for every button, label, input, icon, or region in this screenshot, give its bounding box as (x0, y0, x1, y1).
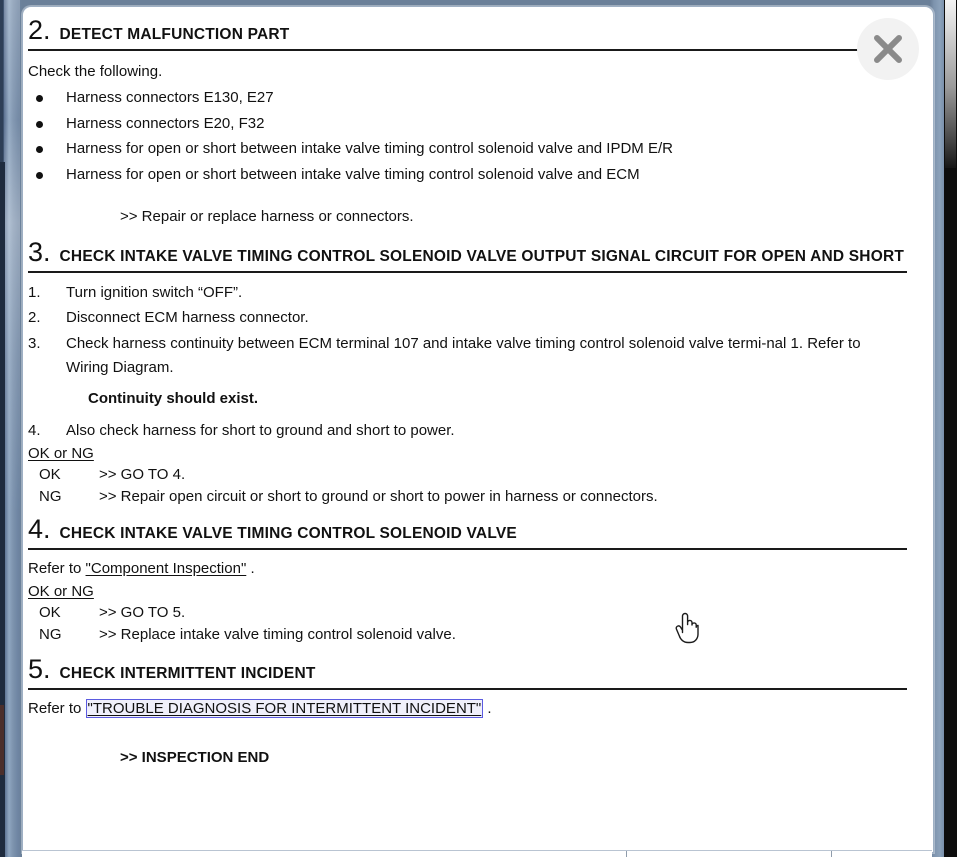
okng-text: OK or NG (28, 582, 94, 600)
step-2-number: 2. (28, 15, 51, 45)
step-3-okng-label (23, 445, 919, 462)
step-3-divider (28, 271, 907, 273)
step-5-divider (28, 688, 907, 690)
step-4-heading (23, 516, 919, 543)
result-value: >> Repair open circuit or short to ground or short to power in harness or connectors. (99, 488, 658, 506)
step-4-divider (28, 548, 907, 550)
step-section-5 (23, 653, 919, 771)
list-item-text: Disconnect ECM harness connector. (66, 309, 309, 327)
step-5-title: CHECK INTERMITTENT INCIDENT (59, 664, 316, 682)
list-item (28, 332, 907, 381)
step-section-3 (23, 236, 919, 508)
okng-text: OK or NG (28, 445, 94, 463)
trouble-diagnosis-link[interactable]: "TROUBLE DIAGNOSIS FOR INTERMITTENT INCIDENT" (87, 699, 482, 717)
step-5-action: >> INSPECTION END (120, 749, 270, 767)
list-item-number: 4. (28, 422, 41, 440)
step-3-title: CHECK INTAKE VALVE TIMING CONTROL SOLENOID VALVE OUTPUT SIGNAL CIRCUIT FOR OPEN AND SHORT (59, 247, 905, 265)
vertical-scrollbar[interactable] (944, 0, 957, 857)
step-3-number: 3. (28, 236, 51, 267)
list-item (28, 306, 907, 330)
list-item (28, 419, 907, 443)
refer-prefix: Refer to (28, 699, 86, 717)
component-inspection-link[interactable]: "Component Inspection" (85, 560, 247, 578)
step-3-numbered-list-tail (23, 419, 919, 443)
step-4-okng-label (23, 583, 919, 600)
step-section-4 (23, 516, 919, 645)
step-5-number: 5. (28, 653, 51, 684)
list-item-text: Turn ignition switch “OFF”. (66, 283, 243, 301)
backdrop-left-accent-strip (0, 705, 4, 775)
step-4-number: 4. (28, 514, 51, 545)
list-item (28, 281, 907, 305)
service-procedure-content (23, 17, 933, 770)
step-2-action: >> Repair or replace harness or connectors. (120, 207, 414, 225)
step-4-result-ok (23, 602, 919, 624)
step-3-result-ok (23, 464, 919, 486)
list-item: Harness for open or short between intake valve timing control solenoid valve and IPDM E/R (28, 136, 907, 162)
bottom-toolbar-cell[interactable] (627, 851, 832, 857)
result-key: NG (39, 488, 62, 506)
result-value: >> Replace intake valve timing control solenoid valve. (99, 625, 456, 643)
step-4-result-ng (23, 624, 919, 646)
step-2-title: DETECT MALFUNCTION PART (59, 26, 290, 43)
step-2-bullet-list (23, 85, 919, 188)
list-item-number: 1. (28, 283, 41, 301)
step-3-heading (23, 236, 919, 267)
close-x-icon (857, 18, 919, 80)
step-2-intro: Check the following. (28, 63, 163, 80)
close-button[interactable] (857, 18, 919, 80)
step-3-numbered-list (23, 281, 919, 380)
refer-prefix: Refer to (28, 560, 86, 578)
list-item: Harness connectors E130, E27 (28, 85, 907, 111)
step-5-refer-line (23, 698, 919, 721)
list-item-text: Check harness continuity between ECM terminal 107 and intake valve timing control solenoid valve termi-nal 1. Refer to Wiring Diagram. (66, 334, 861, 376)
list-item-number: 2. (28, 309, 41, 327)
step-2-divider (28, 49, 907, 51)
bottom-toolbar-cell[interactable] (832, 851, 932, 857)
list-item-number: 3. (28, 334, 41, 352)
step-3-emphasis: Continuity should exist. (88, 390, 259, 408)
step-2-heading (23, 17, 919, 44)
step-4-title: CHECK INTAKE VALVE TIMING CONTROL SOLENOID VALVE (59, 525, 517, 543)
result-value: >> GO TO 4. (99, 466, 186, 484)
list-item-text: Also check harness for short to ground and short to power. (66, 422, 455, 440)
document-content-area (23, 7, 933, 852)
document-panel (22, 6, 934, 853)
result-key: OK (39, 603, 61, 621)
bottom-toolbar-cell[interactable] (22, 851, 627, 857)
step-4-refer-line (23, 558, 919, 581)
step-section-2 (23, 17, 919, 229)
bottom-toolbar-strip (22, 850, 932, 857)
refer-suffix: . (483, 699, 492, 717)
result-value: >> GO TO 5. (99, 603, 186, 621)
list-item: Harness connectors E20, F32 (28, 111, 907, 137)
step-3-result-ng (23, 486, 919, 508)
result-key: OK (39, 466, 61, 484)
refer-suffix: . (246, 560, 255, 578)
list-item: Harness for open or short between intake valve timing control solenoid valve and ECM (28, 162, 907, 188)
step-5-heading (23, 653, 919, 684)
vertical-scrollbar-thumb[interactable] (945, 0, 956, 168)
result-key: NG (39, 625, 62, 643)
